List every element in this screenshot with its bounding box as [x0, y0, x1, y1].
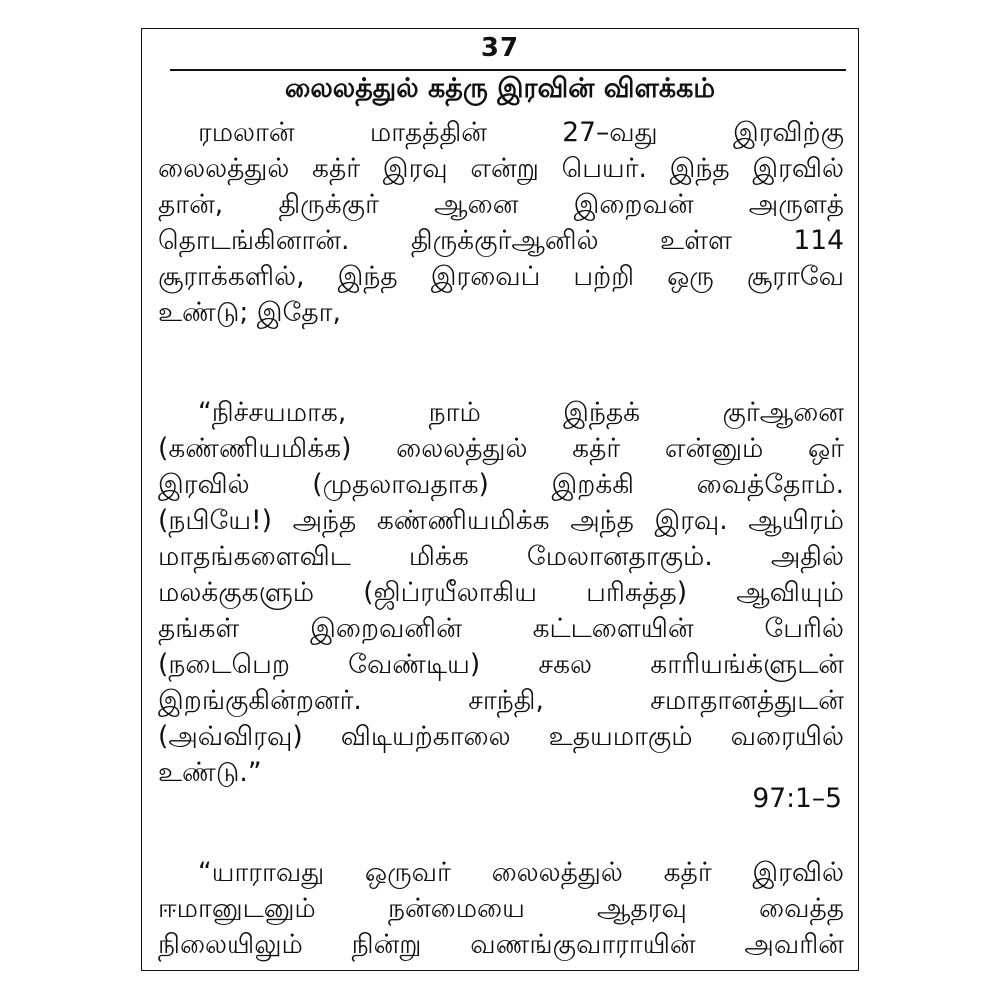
- text-line: இரவில் (முதலாவதாக) இறக்கி வைத்தோம்.: [158, 469, 844, 500]
- text-line: “யாராவது ஒருவர் லைலத்துல் கத்ர் இரவில்: [198, 857, 844, 888]
- page-title: லைலத்துல் கத்ரு இரவின் விளக்கம்: [284, 73, 716, 104]
- text-line: இறங்குகின்றனர். சாந்தி, சமாதானத்துடன்: [158, 685, 844, 716]
- text-line: “நிச்சயமாக, நாம் இந்தக் குர்ஆனை: [198, 397, 844, 428]
- text-line: ரமலான் மாதத்தின் 27–வது இரவிற்கு: [198, 117, 844, 148]
- text-line: தங்கள் இறைவனின் கட்டளையின் பேரில்: [158, 613, 844, 644]
- page-number: 37: [480, 33, 520, 63]
- text-line: ஈமானுடனும் நன்மையை ஆதரவு வைத்த: [158, 893, 844, 924]
- text-line: லைலத்துல் கத்ர் இரவு என்று பெயர். இந்த இரவில்: [158, 153, 844, 184]
- text-line: உண்டு; இதோ,: [158, 297, 341, 328]
- text-line: மாதங்களைவிட மிக்க மேலானதாகும். அதில்: [158, 541, 844, 572]
- book-page: [141, 28, 859, 971]
- text-line: தொடங்கினான். திருக்குர்ஆனில் உள்ள 114: [158, 225, 844, 256]
- paragraph-intro: [158, 115, 844, 331]
- text-line: சூராக்களில், இந்த இரவைப் பற்றி ஒரு சூராவே: [158, 261, 844, 292]
- header-rule: [170, 69, 846, 71]
- text-line: (நடைபெற வேண்டிய) சகல காரியங்க்ளுடன்: [158, 649, 844, 680]
- text-line: (அவ்விரவு) விடியற்காலை உதயமாகும் வரையில்: [158, 721, 844, 752]
- paragraph-hadith: [158, 855, 844, 963]
- text-line: (கண்ணியமிக்க) லைலத்துல் கத்ர் என்னும் ஒர்: [158, 433, 844, 464]
- text-line: நிலையிலும் நின்று வணங்குவாராயின் அவரின்: [158, 929, 844, 960]
- verse-reference: 97:1–5: [752, 783, 842, 814]
- paragraph-quran-quote: [158, 395, 844, 791]
- text-line: தான், திருக்குர் ஆனை இறைவன் அருளத்: [158, 189, 844, 220]
- text-line: உண்டு.”: [158, 757, 262, 788]
- text-line: மலக்குகளும் (ஜிப்ரயீலாகிய பரிசுத்த) ஆவியும்: [158, 577, 844, 608]
- text-line: (நபியே!) அந்த கண்ணியமிக்க அந்த இரவு. ஆயிரம்: [158, 505, 844, 536]
